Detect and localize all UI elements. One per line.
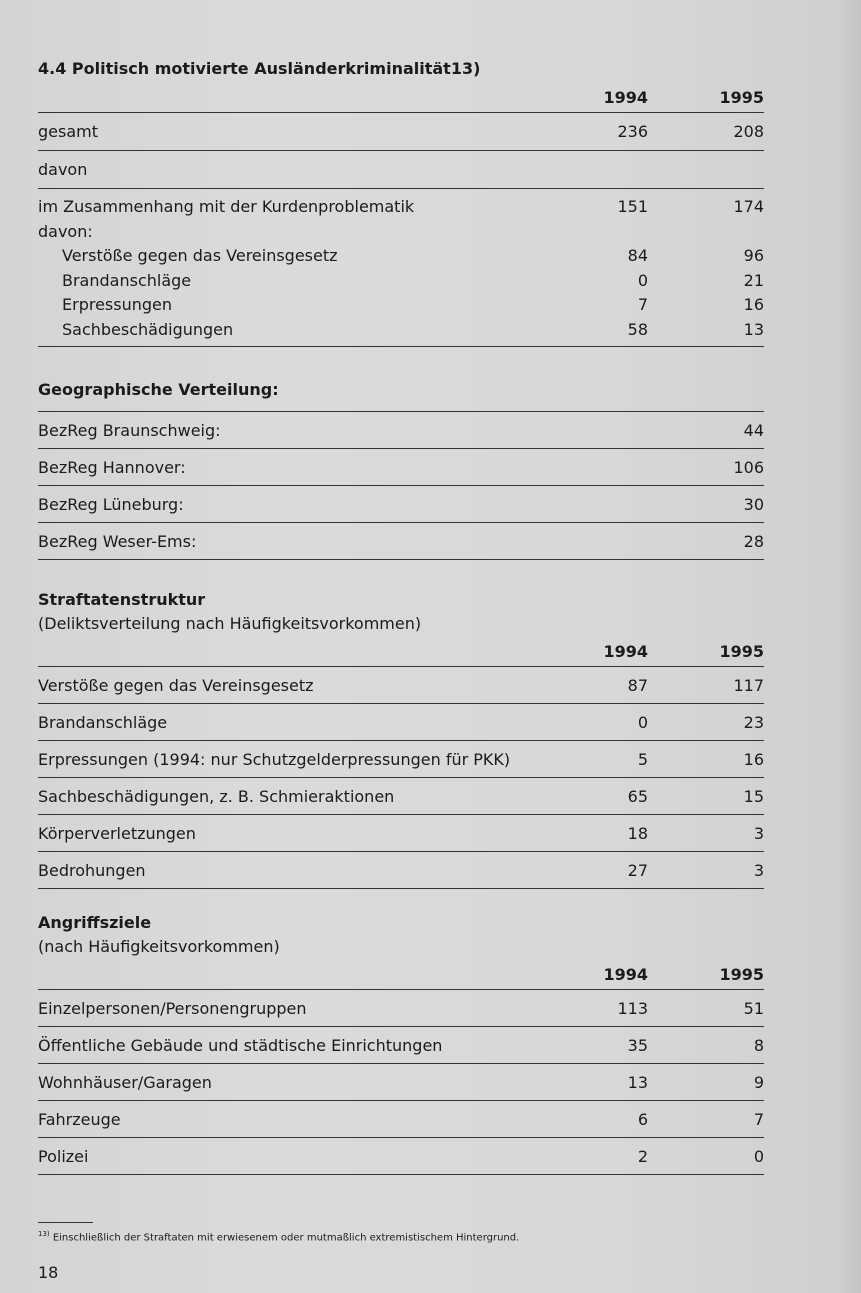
geo-table [38,411,764,560]
struktur-row [38,778,764,815]
davon-label: davon [38,160,88,179]
document-content [38,56,764,1175]
ziele-row [38,1101,764,1138]
kurden-item-1995: 13 [743,319,764,339]
ziele-header-row [38,959,764,990]
year-1995-header: 1995 [719,964,764,984]
geo-row [38,412,764,449]
davon-sub-row [38,220,764,245]
ziele-1995: 7 [753,1109,764,1129]
struktur-row [38,741,764,778]
ziele-1994: 113 [617,998,648,1018]
ziele-heading: Angriffsziele [38,913,152,932]
footnote [38,1230,519,1243]
ziele-1995: 8 [753,1035,764,1055]
kurden-row [38,195,764,220]
ziele-1994: 2 [637,1146,648,1166]
gesamt-1995: 208 [733,122,764,141]
ziele-label: Polizei [38,1146,89,1166]
struktur-label: Erpressungen (1994: nur Schutzgelderpressungen für PKK) [38,749,511,769]
section-title: 4.4 Politisch motivierte Ausländerkriminalität13) [38,59,481,78]
ziele-1995: 0 [753,1146,764,1166]
struktur-label: Sachbeschädigungen, z. B. Schmieraktionen [38,786,395,806]
kurden-item-label: Erpressungen [62,295,173,314]
ziele-row [38,1027,764,1064]
struktur-1994: 0 [637,712,648,732]
struktur-1995: 117 [733,675,764,695]
geo-value: 106 [733,457,764,477]
kurden-item-row [38,269,764,294]
ziele-label: Wohnhäuser/Garagen [38,1072,212,1092]
struktur-1995: 3 [753,823,764,843]
geo-heading: Geographische Verteilung: [38,380,279,399]
ziele-row [38,1138,764,1175]
struktur-1995: 23 [743,712,764,732]
year-1994-header: 1994 [603,964,648,984]
kurden-item-row [38,293,764,318]
ziele-subheading: (nach Häufigkeitsvorkommen) [38,937,280,956]
ziele-1994: 13 [627,1072,648,1092]
struktur-row [38,815,764,852]
kurden-item-label: Brandanschläge [62,270,192,290]
gesamt-1994: 236 [617,122,648,141]
kurden-item-1994: 0 [637,270,648,290]
kurden-item-1995: 21 [743,270,764,290]
footnote-mark: 13) [38,1230,50,1238]
kurden-item-1994: 84 [627,246,648,265]
struktur-header-row [38,636,764,667]
year-1995-header: 1995 [719,641,764,661]
year-1994-header: 1994 [603,641,648,661]
struktur-1994: 5 [637,749,648,769]
ziele-label: Fahrzeuge [38,1109,121,1129]
davon-row [38,151,764,189]
ziele-1994: 35 [627,1035,648,1055]
footnote-divider [38,1222,93,1223]
struktur-row [38,852,764,889]
kurden-item-row [38,244,764,269]
struktur-1995: 16 [743,749,764,769]
struktur-1994: 27 [627,860,648,880]
kurden-item-1994: 7 [637,295,648,314]
struktur-label: Brandanschläge [38,712,168,732]
geo-value: 30 [743,494,764,514]
kurden-1995: 174 [733,197,764,216]
ziele-row [38,1064,764,1101]
geo-label: BezReg Braunschweig: [38,420,221,440]
geo-value: 28 [743,531,764,551]
geo-row [38,486,764,523]
struktur-heading: Straftatenstruktur [38,590,206,609]
struktur-subheading: (Deliktsverteilung nach Häufigkeitsvorkommen) [38,614,422,633]
year-1994-header: 1994 [603,87,648,107]
ziele-row [38,990,764,1027]
kurden-item-label: Sachbeschädigungen [62,319,234,339]
overview-header-row [38,82,764,113]
geo-value: 44 [743,420,764,440]
kurden-item-row [38,318,764,343]
geo-label: BezReg Lüneburg: [38,494,184,514]
year-1995-header: 1995 [719,87,764,107]
ziele-1994: 6 [637,1109,648,1129]
geo-label: BezReg Hannover: [38,457,186,477]
footnote-text: Einschließlich der Straftaten mit erwiesenem oder mutmaßlich extremistischem Hintergrund. [52,1232,520,1244]
ziele-label: Einzelpersonen/Personengruppen [38,998,307,1018]
struktur-row [38,704,764,741]
struktur-label: Körperverletzungen [38,823,196,843]
struktur-label: Bedrohungen [38,860,146,880]
struktur-row [38,667,764,704]
kurden-block [38,189,764,347]
struktur-1994: 65 [627,786,648,806]
geo-row [38,449,764,486]
kurden-item-label: Verstöße gegen das Vereinsgesetz [62,246,338,265]
ziele-label: Öffentliche Gebäude und städtische Einrichtungen [38,1035,443,1055]
struktur-1994: 87 [627,675,648,695]
kurden-label: im Zusammenhang mit der Kurdenproblematik [38,197,415,216]
page-number: 18 [38,1263,59,1282]
gesamt-label: gesamt [38,122,98,141]
ziele-1995: 9 [753,1072,764,1092]
kurden-item-1995: 16 [743,295,764,314]
struktur-label: Verstöße gegen das Vereinsgesetz [38,675,314,695]
geo-label: BezReg Weser-Ems: [38,531,197,551]
davon-sub-label: davon: [38,221,93,241]
kurden-item-1994: 58 [627,319,648,339]
struktur-1994: 18 [627,823,648,843]
ziele-1995: 51 [743,998,764,1018]
geo-row [38,523,764,560]
struktur-1995: 3 [753,860,764,880]
gesamt-row [38,113,764,151]
struktur-1995: 15 [743,786,764,806]
kurden-1994: 151 [617,197,648,216]
kurden-item-1995: 96 [743,246,764,265]
